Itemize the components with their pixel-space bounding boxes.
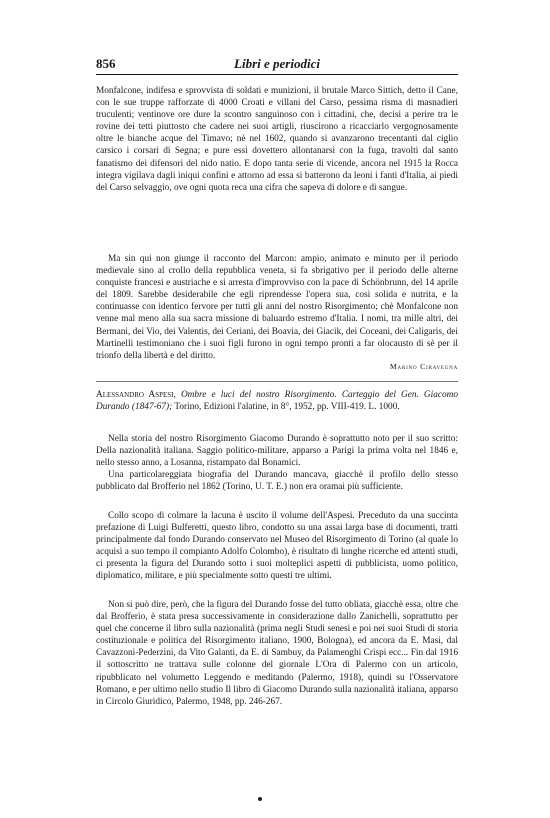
running-head: Libri e periodici xyxy=(234,56,320,71)
page-number: 856 xyxy=(96,56,116,71)
page-header xyxy=(96,56,458,72)
header-rule xyxy=(96,74,458,75)
paragraph-biography: Una particolareggiata biografia del Durando mancava, giacchè il profilo dello stesso pubblicato dal Brofferio nel 1862 (Torino, U. T. E.) non era oramai più sufficiente. xyxy=(96,470,458,493)
citation-author: Alessandro Aspesi, xyxy=(96,390,176,400)
paragraph-monfalcone-history: Monfalcone, indifesa e sprovvista di soldati e munizioni, il brutale Marco Sittich, detto il Cane, con le sue truppe rafforzate di 4000 Croati e villani del Carso, pessima risma di masnadieri truculenti; ventinove ore dure la scontro sanguinoso con i cittadini, che, decisi a perire tra le rovine dei tetti piuttosto che cadere nei suoi artigli, riuscirono a ricacciarlo vergognosamente oltre le bianche acque del Timavo; nè nel 1602, quando si avanzarono trecentanti dal ciglio carsico i corsari di Segna; e pure essi dovettero allontanarsi con la fuga, travolti dal santo fanatismo dei difensori del nido natio. E dopo tanta serie di vicende, ancora nel 1915 la Rocca integra vigilava dagli iniqui confini e attorno ad essa si batterono da leoni i fanti d'Italia, ai piedi del Carso selvaggio, ove ogni quota reca una cifra che sapeva di dolore e di sangue. xyxy=(96,86,458,193)
section-divider xyxy=(96,381,458,382)
page-mark xyxy=(258,797,262,801)
paragraph-prior-studies: Non si può dire, però, che la figura del Durando fosse del tutto obliata, giacchè essa, oltre che dal Brofferio, è stata presa successivamente in considerazione dallo Zanichelli, soprattutto per quel che concerne il libro sulla nazionalità (prima negli Studi senesi e poi nei suoi Studi di storia costituzionale e politica del Risorgimento italiano, 1900, Bologna), ed ancora da E. Masi, dal Cavazzoni-Pederzini, da Vito Galanti, da E. di Sambuy, da Palamenghi Crispi ecc... Fin dal 1916 il sottoscritto ne trattava sulle colonne del giornale L'Ora di Palermo con un articolo, ripubblicato nel volumetto Leggendo e meditando (Palermo, 1918), quindi su l'Osservatore Romano, e per ultimo nello studio Il libro di Giacomo Durando sulla nazionalità italiana, apparso in Circolo Giuridico, Palermo, 1948, pp. 246-267. xyxy=(96,600,458,707)
citation-title: Ombre e luci del nostro Risorgimento. Carteggio del Gen. Giacomo Durando (1847-67); xyxy=(96,390,459,413)
paragraph-volume: Collo scopo di colmare la lacuna è uscito il volume dell'Aspesi. Preceduto da una succinta prefazione di Luigi Bulferetti, questo libro, condotto su una assai larga base di documenti, tratti principalmente dal fondo Durando conservato nel Museo del Risorgimento di Torino (al quale lo acquisì a suo tempo il compianto Adolfo Colombo), è risultato di lunghe ricerche ed attenti studi, ci presenta la figura del Durando sotto i suoi molteplici aspetti di pubblicista, uomo politico, diplomatico, militare, e più specialmente sotto questi tre ultimi. xyxy=(96,511,458,582)
paragraph-durando-intro: Nella storia del nostro Risorgimento Giacomo Durando è soprattutto noto per il suo scritto: Della nazionalità italiana. Saggio politico-militare, apparso a Parigi la prima volta nel 1846 e, nello stesso anno, a Losanna, ristampato dal Bonamici. xyxy=(96,434,458,469)
citation-publication: Torino, Edizioni l'alatine, in 8°, 1952, pp. VIII-419. L. 1000. xyxy=(174,402,400,413)
book-citation xyxy=(96,389,458,413)
paragraph-marcon-account: Ma sin qui non giunge il racconto del Marcon: ampio, animato e minuto per il periodo medievale sino al crollo della repubblica veneta, si fa sbrigativo per il periodo delle alterne conquiste francesi e austriache e si arresta d'improvviso con la pace di Schönbrunn, del 14 aprile del 1809. Sarebbe desiderabile che egli riprendesse l'opera sua, così solida e nutrita, e la continuasse con identico fervore per tutti gli anni del nostro Risorgimento; chè Monfalcone non venne mal meno alla sua sacra missione di baluardo estremo d'Italia. I nomi, tra mille altri, dei Bermani, dei Vio, dei Valentis, dei Ceriani, dei Boavia, dei Giacik, dei Coceani, dei Caligaris, dei Martinelli testimoniano che i suoi figli furono in ogni tempo pronti a far olocausto di sè per il trionfo della libertà e del diritto. xyxy=(96,254,458,361)
review-signature: Marino Ciravegna xyxy=(389,362,458,371)
